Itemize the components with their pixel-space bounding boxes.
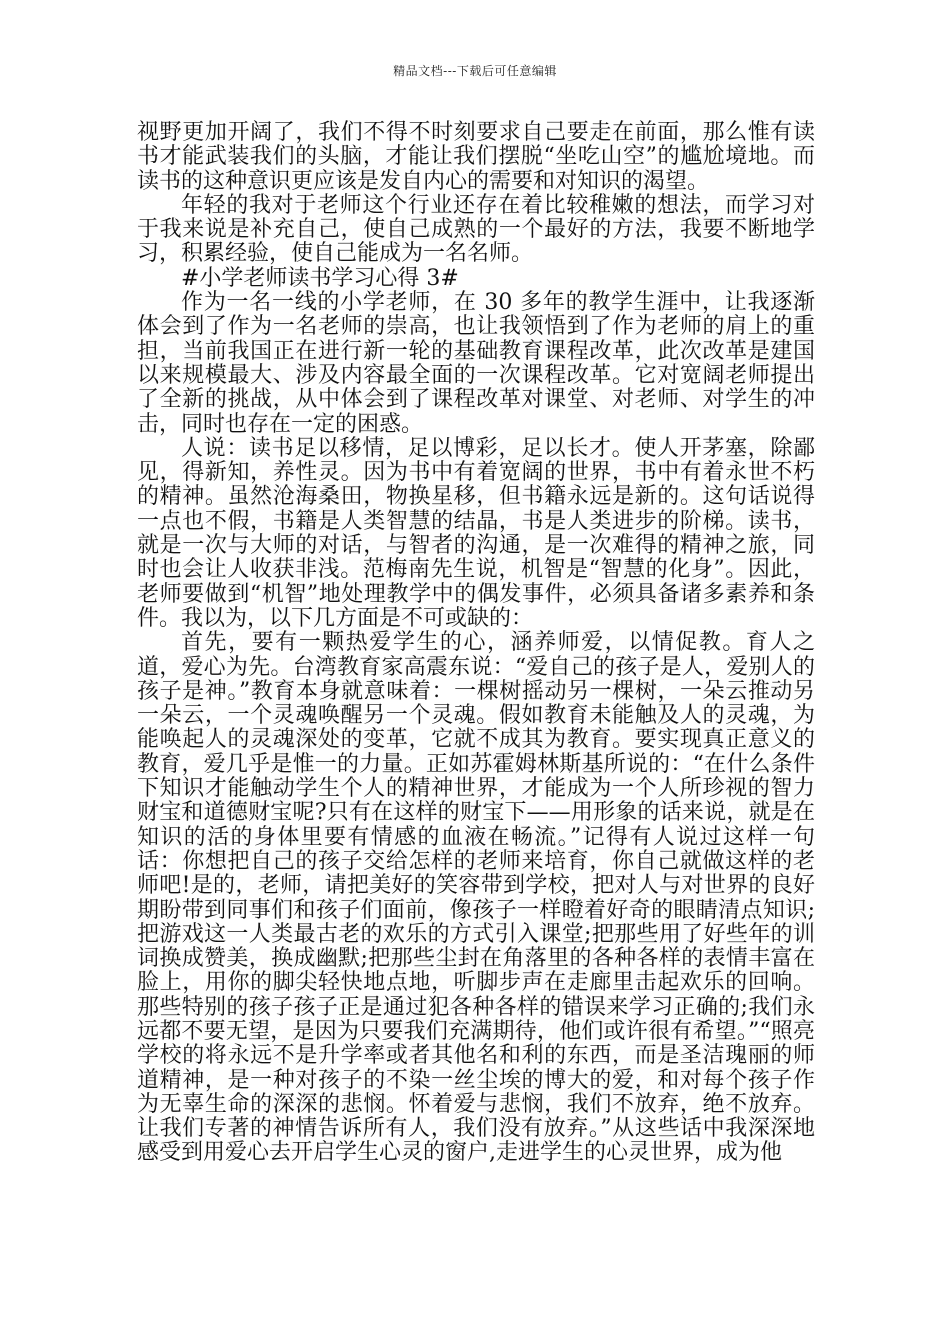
paragraph: 年轻的我对于老师这个行业还存在着比较稚嫩的想法，而学习对于我来说是补充自己，使自己成熟的一个最好的方法，我要不断地学习，积累经验，使自己能成为一名名师。 xyxy=(137,192,815,267)
section-heading: #小学老师读书学习心得 3# xyxy=(181,265,459,291)
paragraph: 视野更加开阔了，我们不得不时刻要求自己要走在前面，那么惟有读书才能武装我们的头脑，才能让我们摆脱“坐吃山空”的尴尬境地。而读书的这种意识更应该是发自内心的需要和对知识的渴望。 xyxy=(137,120,815,194)
paragraph: 首先，要有一颗热爱学生的心，涵养师爱，以情促教。育人之道，爱心为先。台湾教育家高震东说：“爱自己的孩子是人，爱别人的孩子是神。”教育本身就意味着：一棵树摇动另一棵树，一朵云推动另一朵云，一个灵魂唤醒另一个灵魂。假如教育未能触及人的灵魂，为能唤起人的灵魂深处的变革，它就不成其为教育。要实现真正意义的教育，爱几乎是惟一的力量。正如苏霍姆林斯基所说的：“在什么条件下知识才能触动学生个人的精神世界，才能成为一个人所珍视的智力财宝和道德财宝呢?只有在这样的财宝下——用形象的话来说，就是在知识的活的身体里要有情感的血液在畅流。”记得有人说过这样一句话：你想把自己的孩子交给怎样的老师来培育，你自己就做这样的老师吧!是的，老师，请把美好的笑容带到学校，把对人与对世界的良好期盼带到同事们和孩子们面前，像孩子一样瞪着好奇的眼睛清点知识;把游戏这一人类最古老的欢乐的方式引入课堂;把那些用了好些年的训词换成赞美，换成幽默;把那些尘封在角落里的各种各样的表情丰富在脸上，用你的脚尖轻快地点地，听脚步声在走廊里击起欢乐的回响。那些特别的孩子孩子正是通过犯各种各样的错误来学习正确的;我们永远都不要无望，是因为只要我们充满期待，他们或许很有希望。”“照亮学校的将永远不是升学率或者其他名和利的东西，而是圣洁瑰丽的师道精神，是一种对孩子的不染一丝尘埃的博大的爱，和对每个孩子作为无辜生命的深深的悲悯。怀着爱与悲悯，我们不放弃，绝不放弃。让我们专著的神情告诉所有人，我们没有放弃。”从这些话中我深深地感受到用爱心去开启学生心灵的窗户,走进学生的心灵世界，成为他 xyxy=(137,630,815,1166)
document-body xyxy=(137,121,815,1166)
page-header: 精品文档---下载后可任意编辑 xyxy=(393,64,557,78)
paragraph: 作为一名一线的小学老师，在 30 多年的教学生涯中，让我逐渐体会到了作为一名老师的崇高，也让我领悟到了作为老师的肩上的重担，当前我国正在进行新一轮的基础教育课程改革，此次改革是建国以来规模最大、涉及内容最全面的一次课程改革。它对宽阔老师提出了全新的挑战，从中体会到了课程改革对课堂、对老师、对学生的冲击，同时也存在一定的困惑。 xyxy=(137,290,815,437)
paragraph: 人说：读书足以移情，足以博彩，足以长才。使人开茅塞，除鄙见，得新知，养性灵。因为书中有着宽阔的世界，书中有着永世不朽的精神。虽然沧海桑田，物换星移，但书籍永远是新的。这句话说得一点也不假，书籍是人类智慧的结晶，书是人类进步的阶梯。读书，就是一次与大师的对话，与智者的沟通，是一次难得的精神之旅，同时也会让人收获非浅。范梅南先生说，机智是“智慧的化身”。因此，老师要做到“机智”地处理教学中的偶发事件，必须具备诸多素养和条件。我以为，以下几方面是不可或缺的： xyxy=(137,435,815,631)
